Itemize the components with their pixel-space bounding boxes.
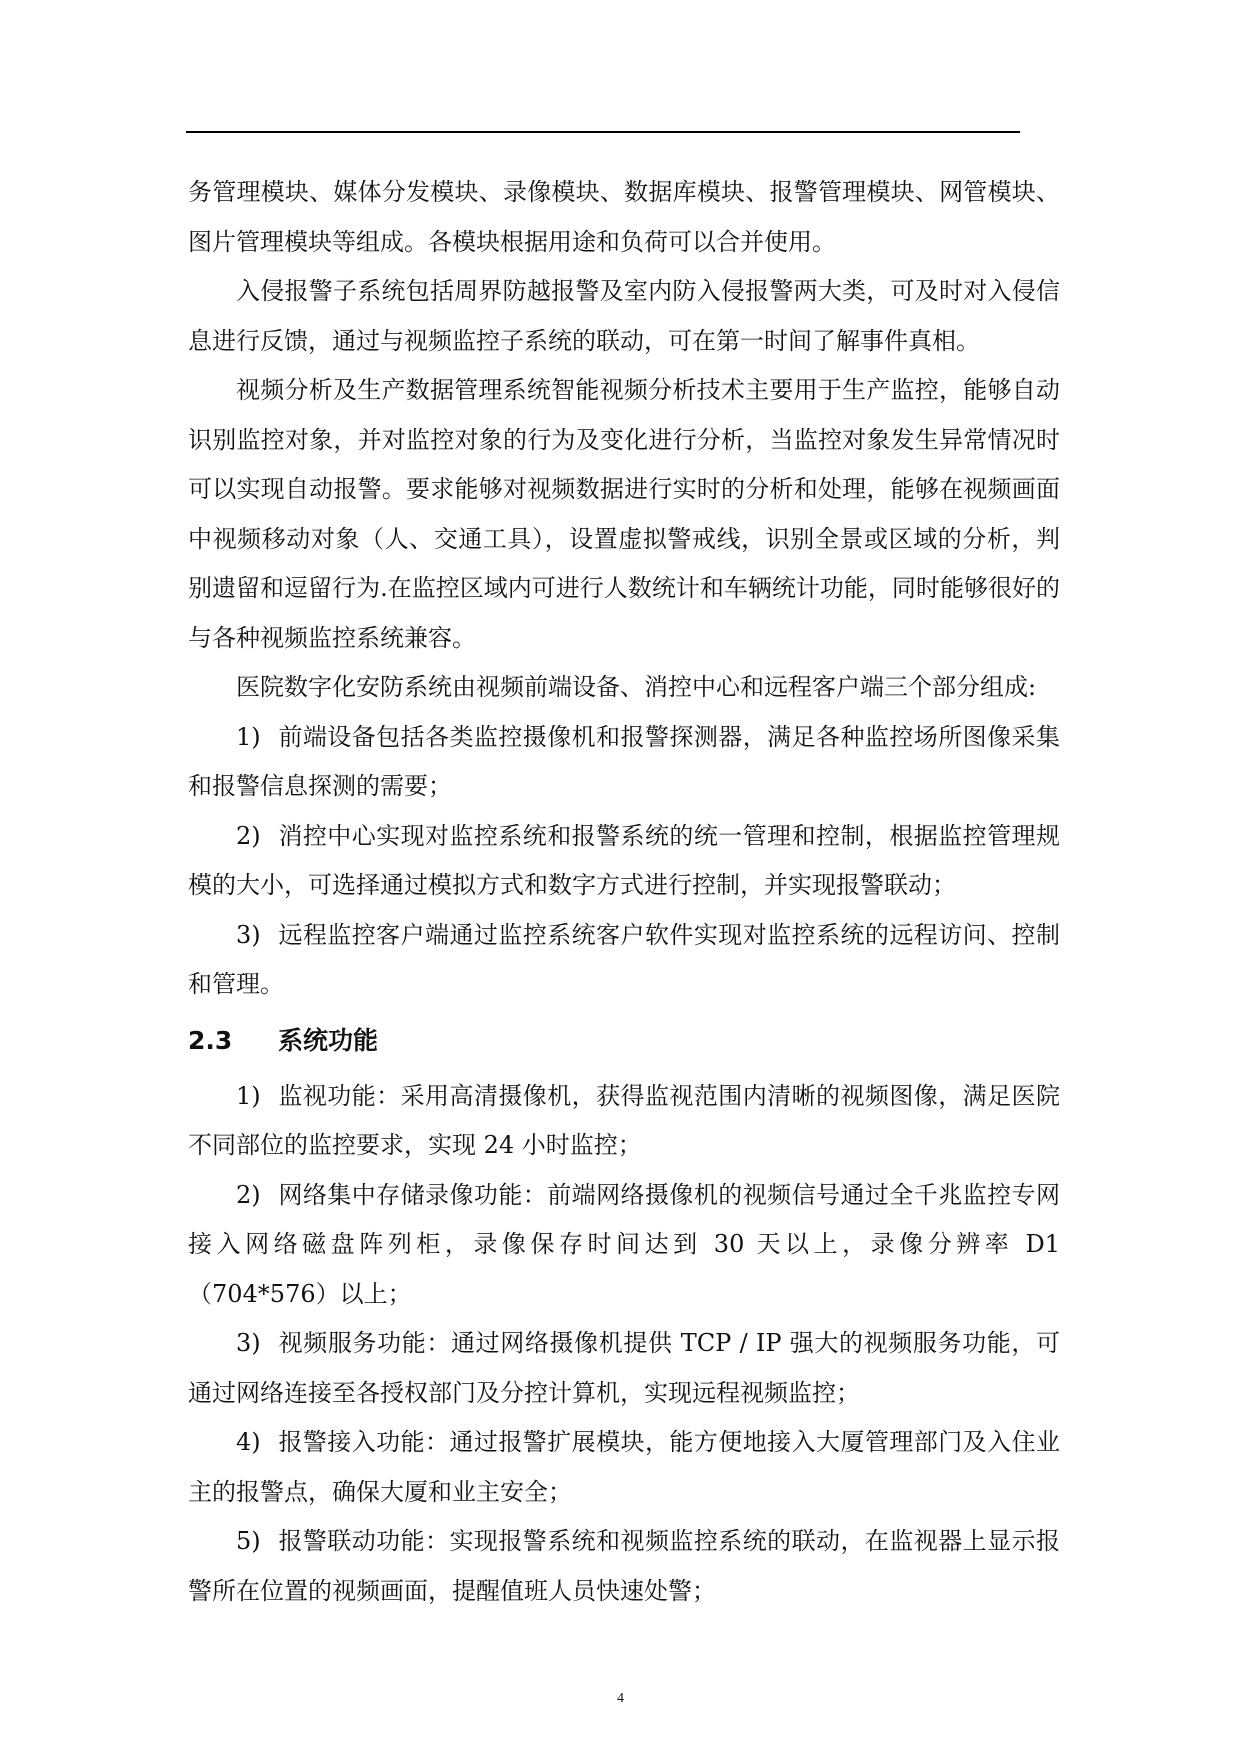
list-item-text: 监视功能：采用高清摄像机，获得监视范围内清晰的视频图像，满足医院不同部位的监控要求，实现 24 小时监控；: [188, 1081, 1060, 1159]
list-item-number: 2): [236, 1180, 261, 1209]
list-item: [188, 1319, 1060, 1418]
list-item-number: 1): [236, 722, 261, 751]
paragraph-intrusion-alarm: 入侵报警子系统包括周界防越报警及室内防入侵报警两大类，可及时对入侵信息进行反馈，通过与视频监控子系统的联动，可在第一时间了解事件真相。: [188, 277, 1060, 355]
list-item-text: 网络集中存储录像功能：前端网络摄像机的视频信号通过全千兆监控专网接入网络磁盘阵列柜，录像保存时间达到 30 天以上，录像分辨率 D1（704*576）以上；: [188, 1180, 1060, 1308]
list-item-text: 视频服务功能：通过网络摄像机提供 TCP / IP 强大的视频服务功能，可通过网络连接至各授权部门及分控计算机，实现远程视频监控；: [188, 1329, 1060, 1407]
list-item: [188, 1418, 1060, 1517]
paragraph-video-analysis: 视频分析及生产数据管理系统智能视频分析技术主要用于生产监控，能够自动识别监控对象，并对监控对象的行为及变化进行分析，当监控对象发生异常情况时可以实现自动报警。要求能够对视频数据进行实时的分析和处理，能够在视频画面中视频移动对象（人、交通工具），设置虚拟警戒线，识别全景或区域的分析，判别遗留和逗留行为.在监控区域内可进行人数统计和车辆统计功能，同时能够很好的与各种视频监控系统兼容。: [188, 376, 1060, 652]
list-item-number: 3): [236, 920, 261, 949]
list-item: [188, 1171, 1060, 1320]
paragraph-hospital-security: 医院数字化安防系统由视频前端设备、消控中心和远程客户端三个部分组成:: [236, 673, 1037, 701]
list-item: [188, 911, 1060, 1010]
section-number: 2.3: [188, 1025, 233, 1055]
list-item: [188, 1072, 1060, 1171]
list-item-text: 消控中心实现对监控系统和报警系统的统一管理和控制，根据监控管理规模的大小，可选择通过模拟方式和数字方式进行控制，并实现报警联动；: [188, 821, 1060, 899]
list-item-number: 2): [236, 821, 261, 850]
page-number: 4: [617, 1691, 624, 1706]
document-body: [188, 168, 1060, 1616]
list-item-text: 远程监控客户端通过监控系统客户软件实现对监控系统的远程访问、控制和管理。: [188, 920, 1060, 998]
section-title: 系统功能: [278, 1025, 379, 1055]
header-rule: [186, 131, 1020, 133]
section-heading: [188, 1016, 1060, 1066]
list-item: [188, 812, 1060, 911]
list-item-text: 前端设备包括各类监控摄像机和报警探测器，满足各种监控场所图像采集和报警信息探测的需要；: [188, 722, 1060, 800]
list-item-number: 1): [236, 1081, 261, 1110]
list-item: [188, 713, 1060, 812]
list-item-text: 报警接入功能：通过报警扩展模块，能方便地接入大厦管理部门及入住业主的报警点，确保大厦和业主安全；: [188, 1428, 1060, 1506]
list-item: [188, 1517, 1060, 1616]
list-item-number: 3): [236, 1329, 261, 1357]
list-item-number: 5): [236, 1527, 261, 1555]
list-item-number: 4): [236, 1428, 261, 1456]
paragraph-modules-continued: 务管理模块、媒体分发模块、录像模块、数据库模块、报警管理模块、网管模块、图片管理模块等组成。各模块根据用途和负荷可以合并使用。: [188, 178, 1060, 256]
list-item-text: 报警联动功能：实现报警系统和视频监控系统的联动，在监视器上显示报警所在位置的视频画面，提醒值班人员快速处警；: [188, 1527, 1060, 1605]
